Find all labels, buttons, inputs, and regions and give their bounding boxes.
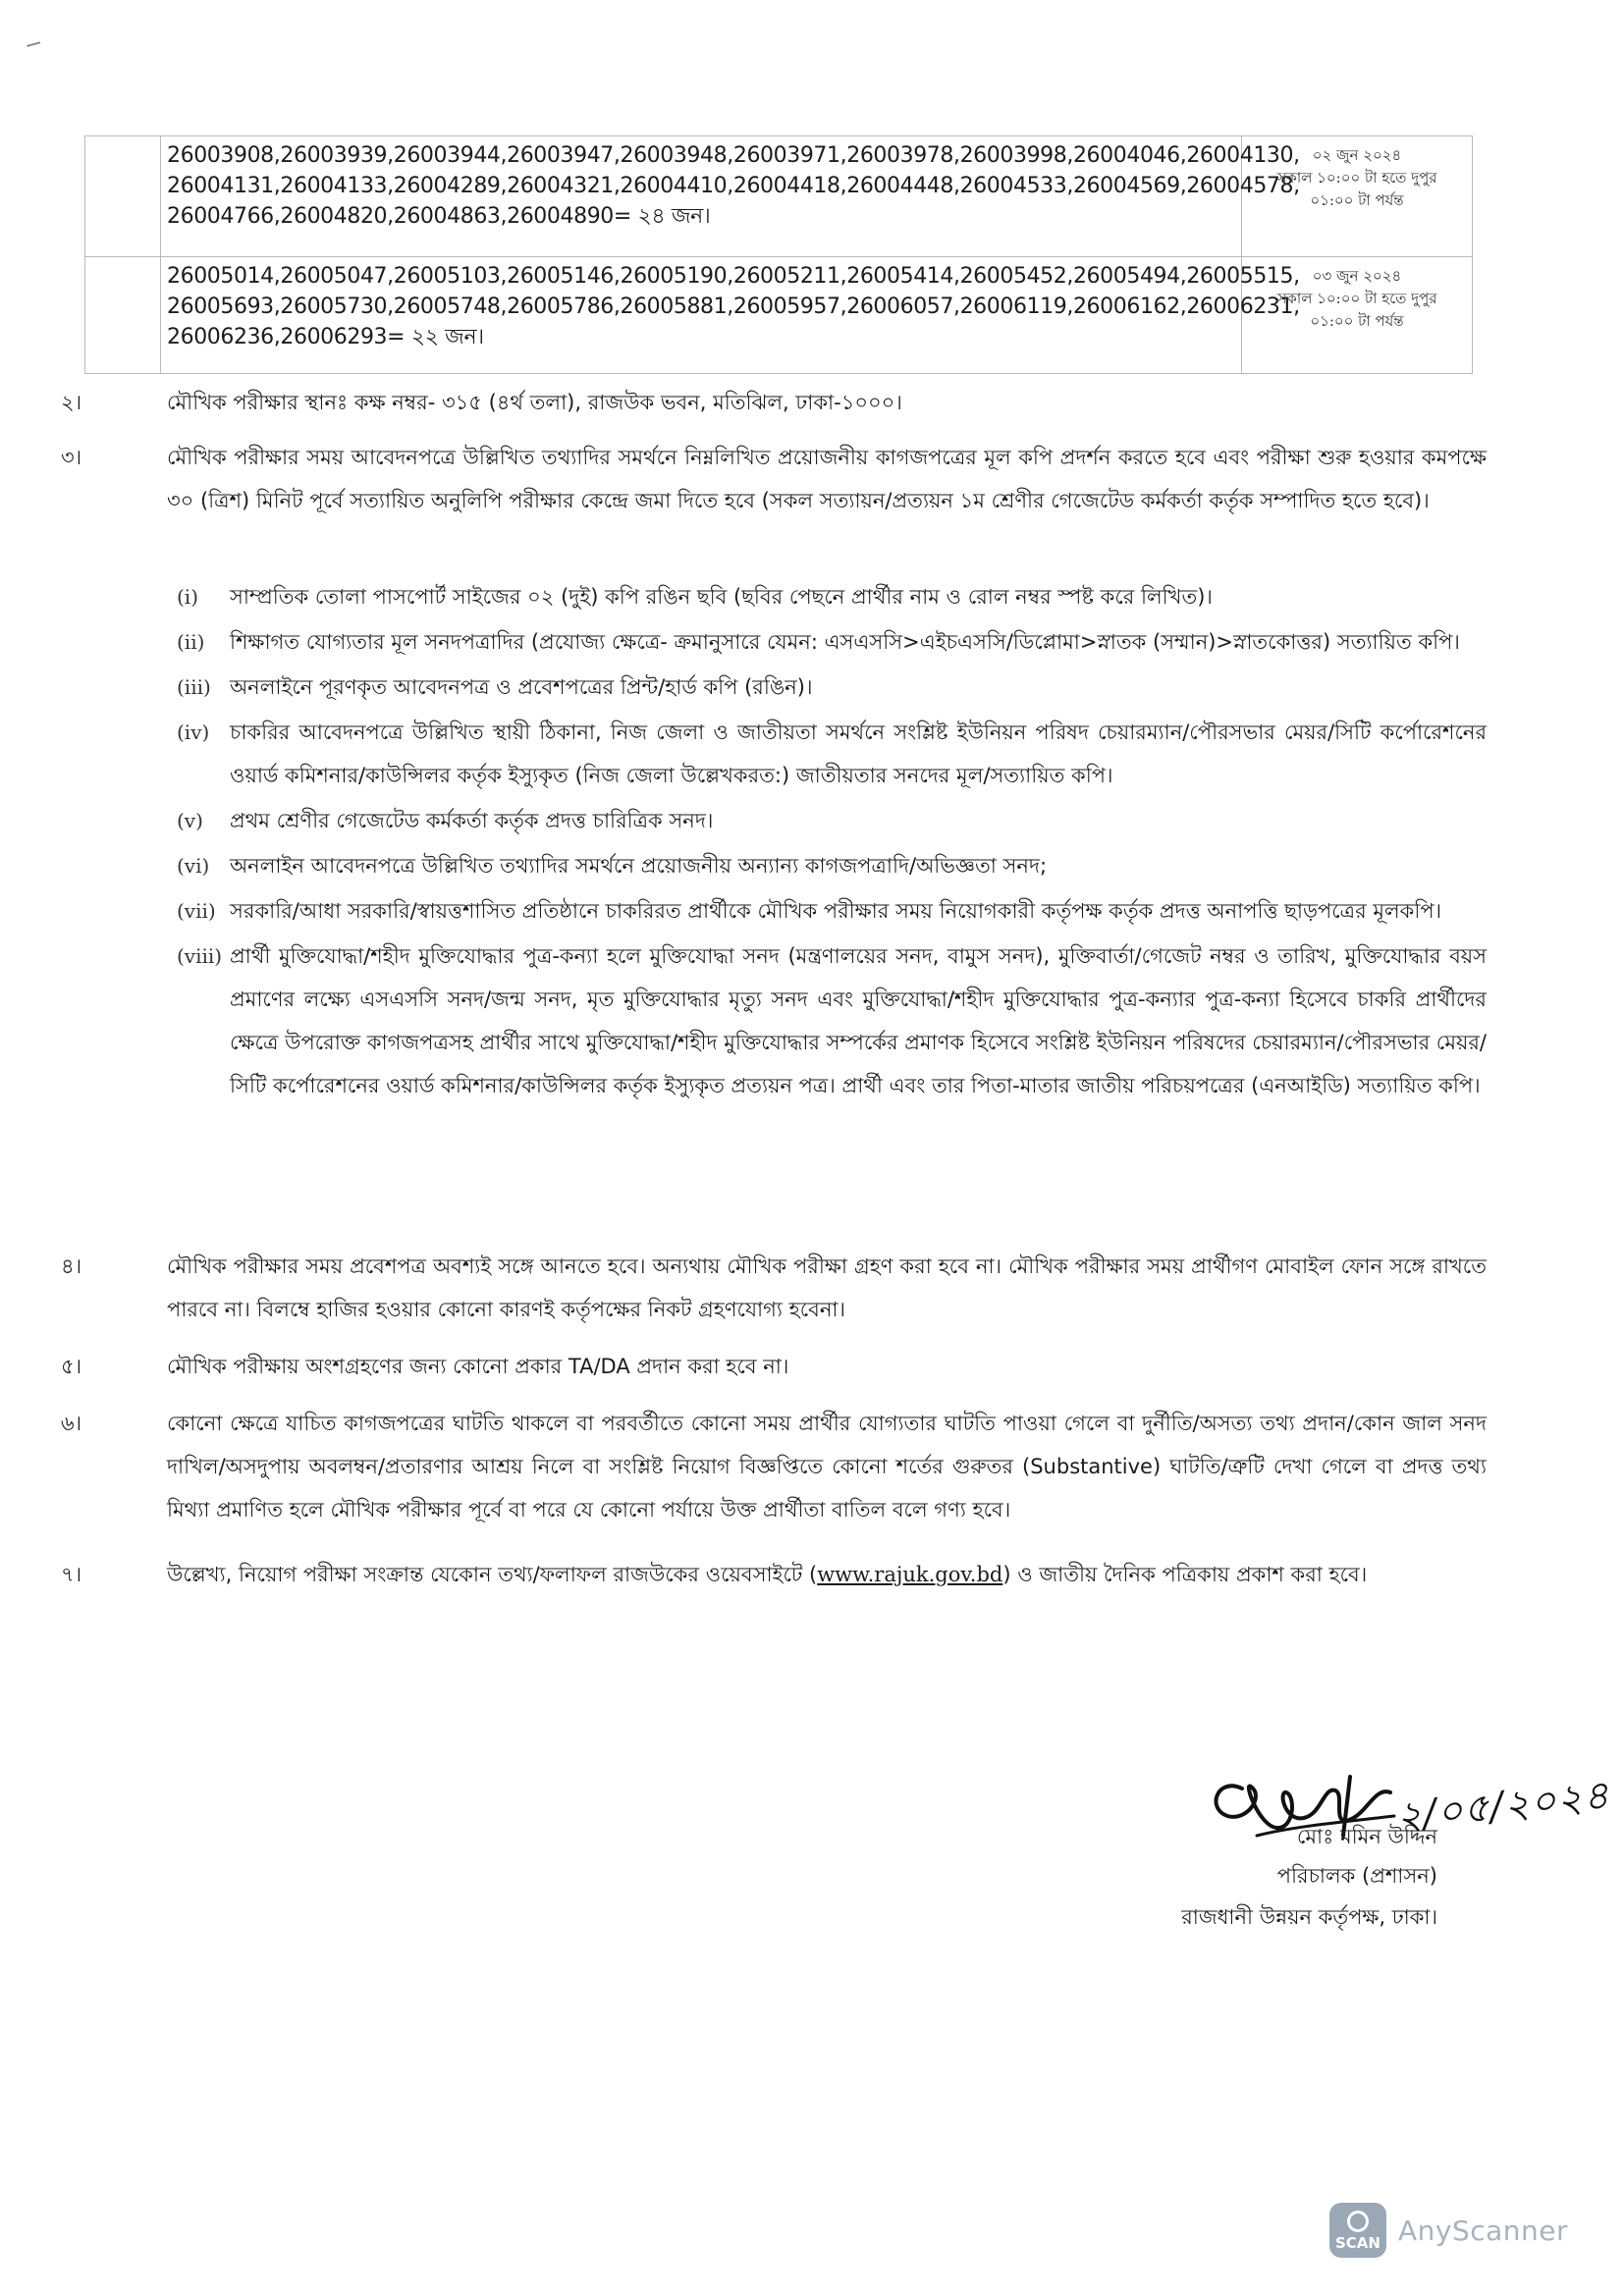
list-item (177, 799, 1487, 842)
scan-speck (27, 41, 42, 52)
item-number: ৭। (61, 1563, 82, 1586)
signature-date: ২/০৫/২০২৪ (1394, 1772, 1612, 1841)
item-number: ৪। (61, 1255, 82, 1278)
item-5 (61, 1345, 1487, 1388)
list-item (177, 934, 1487, 1107)
list-item-marker: (i) (177, 585, 199, 609)
table-row (85, 257, 1473, 374)
item-text: মৌখিক পরীক্ষায় অংশগ্রহণের জন্য কোনো প্রকার TA/DA প্রদান করা হবে না। (167, 1355, 789, 1378)
list-item-marker: (viii) (177, 944, 223, 968)
item-number: ২। (61, 391, 82, 414)
item-4 (61, 1245, 1487, 1331)
signer-designation: পরিচালক (প্রশাসন) (1276, 1864, 1437, 1888)
scan-badge-label: SCAN (1335, 2234, 1380, 2252)
roll-numbers-cell: 26005014,26005047,26005103,26005146,26005190,26005211,26005414,26005452,26005494,26005515, 26005693,26005730,26005748,26005786,26005881,26005957,26006057,26006119,26006162,26006231, 26006236,26006293= ২২ জন। (161, 257, 1242, 374)
list-item (177, 620, 1487, 664)
table-cell-empty (85, 136, 161, 257)
scanner-watermark (1329, 2203, 1585, 2262)
required-documents-list (177, 575, 1487, 1109)
item-text-after: ) ও জাতীয় দৈনিক পত্রিকায় প্রকাশ করা হবে। (1002, 1563, 1368, 1586)
item-text: মৌখিক পরীক্ষার সময় আবেদনপত্রে উল্লিখিত তথ্যাদির সমর্থনে নিম্নলিখিত প্রয়োজনীয় কাগজপত্রের মূল কপি প্রদর্শন করতে হবে এবং পরীক্ষা শুরু হওয়ার কমপক্ষে ৩০ (ত্রিশ) মিনিট পূর্বে সত্যায়িত অনুলিপি পরীক্ষার কেন্দ্রে জমা দিতে হবে (সকল সত্যায়ন/প্রত্যয়ন ১ম শ্রেণীর গেজেটেড কর্মকর্তা কর্তৃক সম্পাদিত হতে হবে)। (167, 446, 1487, 512)
list-item-text: অনলাইন আবেদনপত্রে উল্লিখিত তথ্যাদির সমর্থনে প্রয়োজনীয় অন্যান্য কাগজপত্রাদি/অভিজ্ঞতা সনদ; (230, 854, 1048, 878)
signer-organization: রাজধানী উন্নয়ন কর্তৃপক্ষ, ঢাকা। (1181, 1905, 1437, 1929)
website-link[interactable]: www.rajuk.gov.bd (817, 1563, 1003, 1586)
signer-name: মোঃ মমিন উদ্দিন (1296, 1825, 1437, 1848)
list-item-marker: (vii) (177, 899, 216, 923)
scan-app-icon (1329, 2203, 1386, 2258)
item-text: মৌখিক পরীক্ষার স্থানঃ কক্ষ নম্বর- ৩১৫ (৪র্থ তলা), রাজউক ভবন, মতিঝিল, ঢাকা-১০০০। (167, 391, 902, 414)
camera-icon (1347, 2211, 1369, 2232)
list-item-marker: (iv) (177, 721, 210, 744)
item-3 (61, 436, 1487, 522)
interview-time-to: ০১:০০ টা পর্যন্ত (1310, 312, 1404, 330)
interview-date: ০২ জুন ২০২৪ (1312, 146, 1402, 164)
scanner-app-name: AnyScanner (1398, 2215, 1569, 2247)
table-cell-empty (85, 257, 161, 374)
list-item-text: সাম্প্রতিক তোলা পাসপোর্ট সাইজের ০২ (দুই) কপি রঙিন ছবি (ছবির পেছনে প্রার্থীর নাম ও রোল নম্বর স্পষ্ট করে লিখিত)। (230, 585, 1213, 609)
item-text: কোনো ক্ষেত্রে যাচিত কাগজপত্রের ঘাটতি থাকলে বা পরবর্তীতে কোনো সময় প্রার্থীর যোগ্যতার ঘাটতি পাওয়া গেলে বা দুর্নীতি/অসত্য তথ্য প্রদান/কোন জাল সনদ দাখিল/অসদুপায় অবলম্বন/প্রতারণার আশ্রয় নিলে বা সংশ্লিষ্ট নিয়োগ বিজ্ঞপ্তিতে কোনো শর্তের গুরুতর (Substantive) ঘাটতি/ত্রুটি দেখা গেলে বা প্রদত্ত তথ্য মিথ্যা প্রমাণিত হলে মৌখিক পরীক্ষার পূর্বে বা পরে যে কোনো পর্যায়ে উক্ত প্রার্থীতা বাতিল বলে গণ্য হবে। (167, 1412, 1487, 1522)
list-item (177, 666, 1487, 709)
list-item (177, 711, 1487, 797)
item-text: মৌখিক পরীক্ষার সময় প্রবেশপত্র অবশ্যই সঙ্গে আনতে হবে। অন্যথায় মৌখিক পরীক্ষা গ্রহণ করা হবে না। মৌখিক পরীক্ষার সময় প্রার্থীগণ মোবাইল ফোন সঙ্গে রাখতে পারবে না। বিলম্বে হাজির হওয়ার কোনো কারণই কর্তৃপক্ষের নিকট গ্রহণযোগ্য হবেনা। (167, 1255, 1487, 1321)
item-text-before: উল্লেখ্য, নিয়োগ পরীক্ষা সংক্রান্ত যেকোন তথ্য/ফলাফল রাজউকের ওয়েবসাইটে ( (167, 1563, 818, 1586)
interview-time-to: ০১:০০ টা পর্যন্ত (1310, 191, 1404, 209)
item-2 (61, 381, 1487, 424)
list-item-text: চাকরির আবেদনপত্রে উল্লিখিত স্থায়ী ঠিকানা, নিজ জেলা ও জাতীয়তা সমর্থনে সংশ্লিষ্ট ইউনিয়ন পরিষদ চেয়ারম্যান/পৌরসভার মেয়র/সিটি কর্পোরেশনের ওয়ার্ড কমিশনার/কাউন্সিলর কর্তৃক ইস্যুকৃত (নিজ জেলা উল্লেখকরত:) জাতীয়তার সনদের মূল/সত্যায়িত কপি। (230, 721, 1487, 787)
list-item-text: অনলাইনে পূরণকৃত আবেদনপত্র ও প্রবেশপত্রের প্রিন্ট/হার্ড কপি (রঙিন)। (230, 675, 813, 699)
list-item-text: প্রার্থী মুক্তিযোদ্ধা/শহীদ মুক্তিযোদ্ধার পুত্র-কন্যা হলে মুক্তিযোদ্ধা সনদ (মন্ত্রণালয়ের সনদ, বামুস সনদ), মুক্তিবার্তা/গেজেট নম্বর ও তারিখ, মুক্তিযোদ্ধার বয়স প্রমাণের লক্ষ্যে এসএসসি সনদ/জন্ম সনদ, মৃত মুক্তিযোদ্ধার মৃত্যু সনদ এবং মুক্তিযোদ্ধা/শহীদ মুক্তিযোদ্ধার পুত্র-কন্যার পুত্র-কন্যা হিসেবে চাকরি প্রার্থীদের ক্ষেত্রে উপরোক্ত কাগজপত্রসহ প্রার্থীর সাথে মুক্তিযোদ্ধা/শহীদ মুক্তিযোদ্ধার সম্পর্কের প্রমাণক হিসেবে সংশ্লিষ্ট ইউনিয়ন পরিষদের চেয়ারম্যান/পৌরসভার মেয়র/সিটি কর্পোরেশনের ওয়ার্ড কমিশনার/কাউন্সিলর কর্তৃক ইস্যুকৃত প্রত্যয়ন পত্র। প্রার্থী এবং তার পিতা-মাতার জাতীয় পরিচয়পত্রের (এনআইডি) সত্যায়িত কপি। (230, 944, 1487, 1097)
roll-numbers-cell: 26003908,26003939,26003944,26003947,26003948,26003971,26003978,26003998,26004046,26004130, 26004131,26004133,26004289,26004321,26004410,26004418,26004448,26004533,26004569,26004578, 26004766,26004820,26004863,26004890= ২৪ জন। (161, 136, 1242, 257)
list-item (177, 575, 1487, 618)
list-item-marker: (v) (177, 809, 203, 832)
item-text (167, 1553, 1487, 1596)
list-item-marker: (ii) (177, 630, 205, 654)
list-item-text: প্রথম শ্রেণীর গেজেটেড কর্মকর্তা কর্তৃক প্রদত্ত চারিত্রিক সনদ। (230, 809, 714, 832)
interview-schedule-table (84, 135, 1473, 374)
list-item-text: সরকারি/আধা সরকারি/স্বায়ত্তশাসিত প্রতিষ্ঠানে চাকরিরত প্রার্থীকে মৌখিক পরীক্ষার সময় নিয়োগকারী কর্তৃপক্ষ কর্তৃক প্রদত্ত অনাপত্তি ছাড়পত্রের মূলকপি। (230, 899, 1442, 923)
item-7 (61, 1553, 1487, 1596)
list-item-marker: (iii) (177, 675, 211, 699)
item-number: ৩। (61, 446, 82, 469)
interview-time-from: সকাল ১০:০০ টা হতে দুপুর (1276, 290, 1437, 307)
interview-date: ০৩ জুন ২০২৪ (1312, 267, 1402, 285)
item-6 (61, 1402, 1487, 1531)
list-item (177, 844, 1487, 887)
list-item (177, 889, 1487, 933)
interview-time-from: সকাল ১০:০০ টা হতে দুপুর (1276, 169, 1437, 187)
table-row (85, 136, 1473, 257)
item-number: ৬। (61, 1412, 82, 1435)
list-item-marker: (vi) (177, 854, 210, 878)
list-item-text: শিক্ষাগত যোগ্যতার মূল সনদপত্রাদির (প্রযোজ্য ক্ষেত্রে- ক্রমানুসারে যেমন: এসএসসি>এইচএসসি/ডিপ্লোমা>স্নাতক (সম্মান)>স্নাতকোত্তর) সত্যায়িত কপি। (230, 630, 1460, 654)
item-number: ৫। (61, 1355, 82, 1378)
